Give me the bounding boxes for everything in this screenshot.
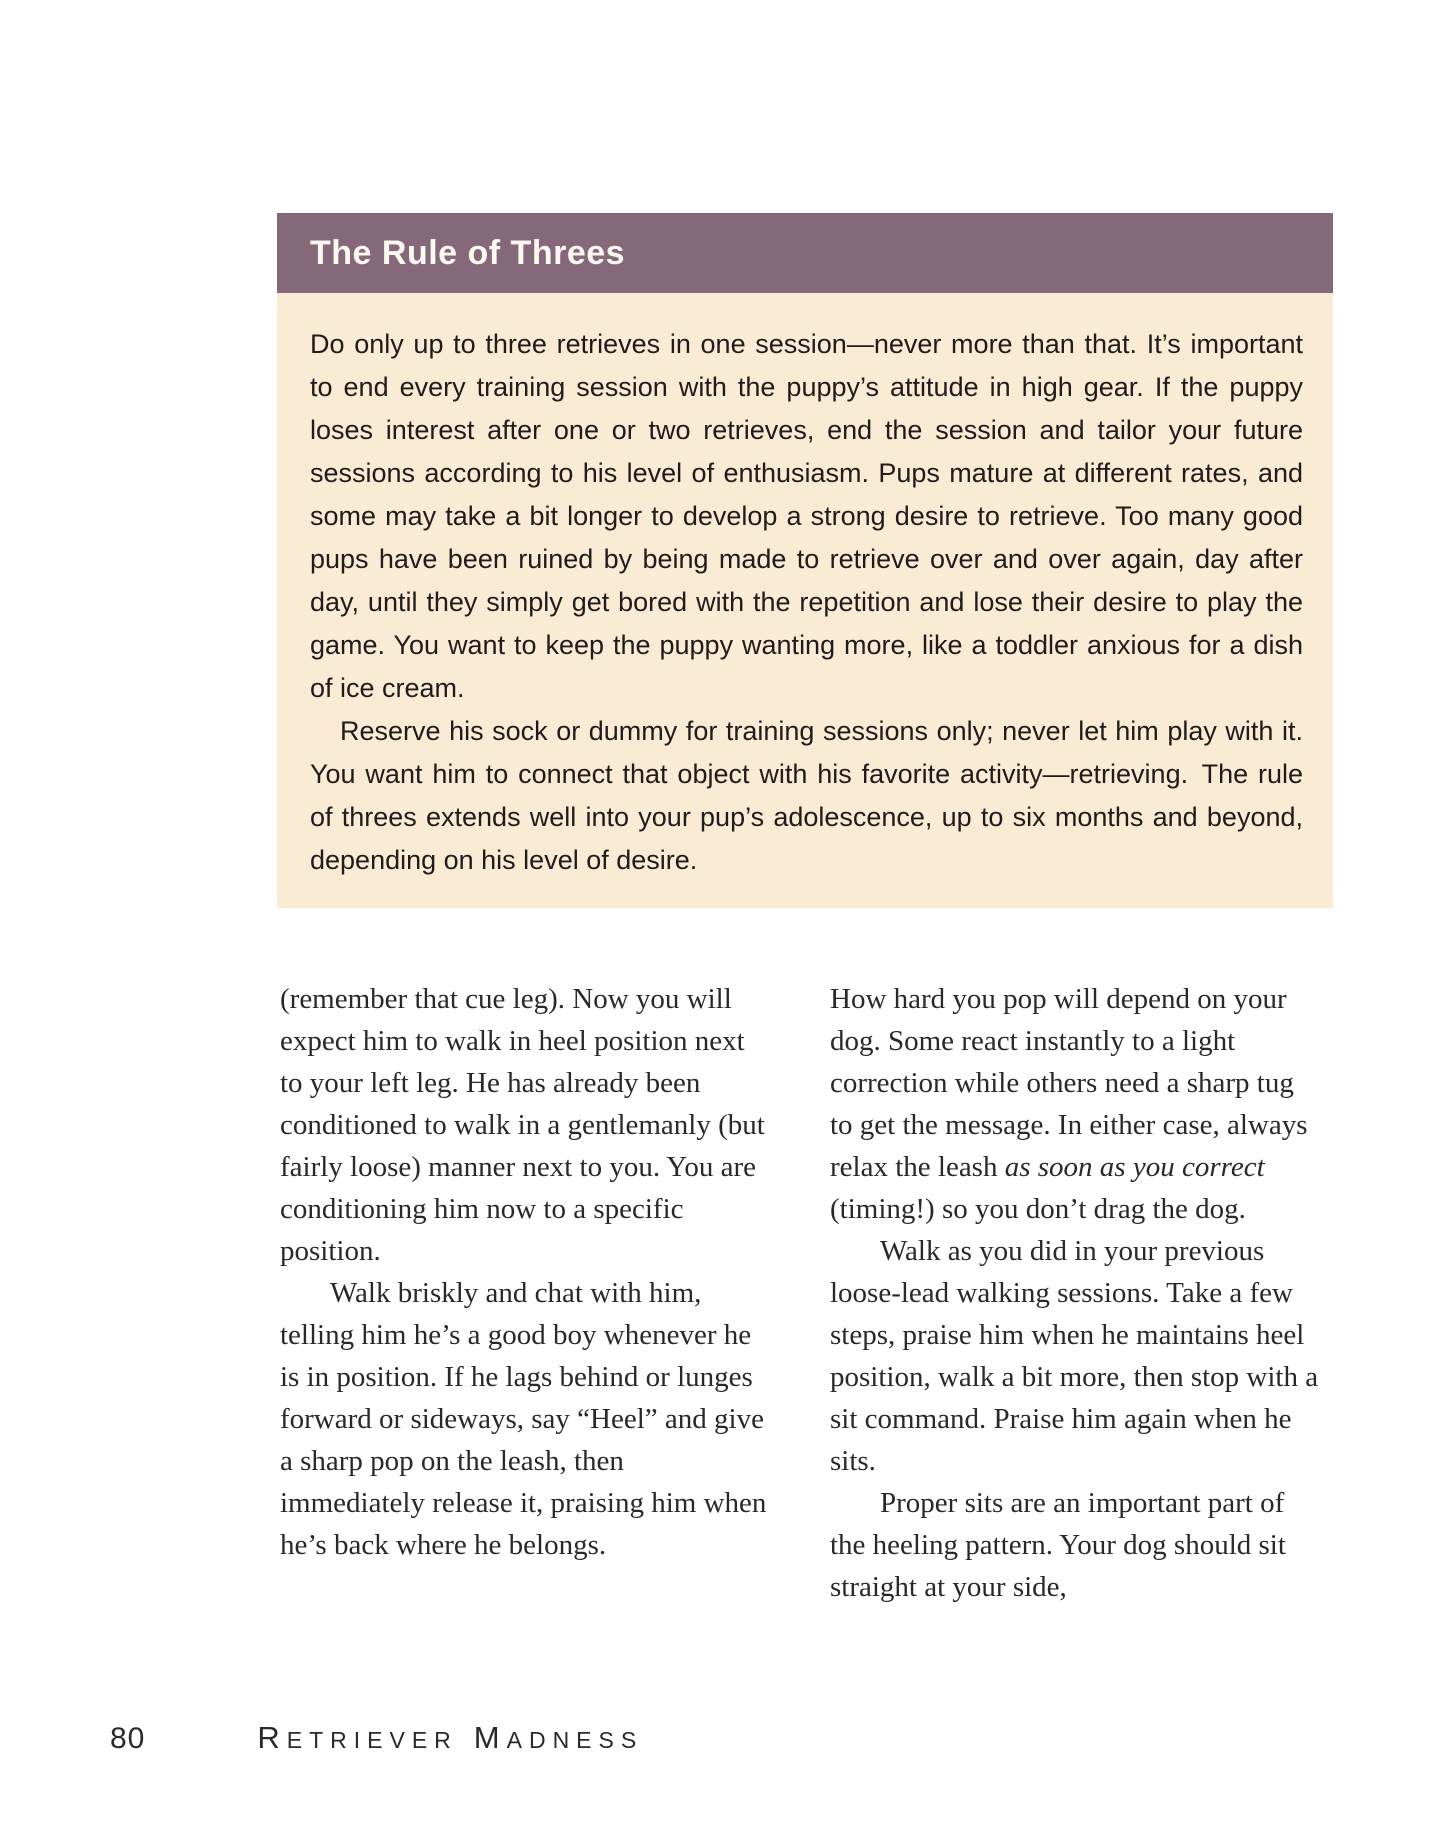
running-title-text: ADNESS (506, 1727, 644, 1753)
body-paragraph: Walk briskly and chat with him, telling him he’s a good boy whenever he is in position. If he lags behind or lunges forward or sideways, say “Heel” and give a sharp pop on the leash, then immediately release it, praising him when he’s back where he belongs. (280, 1277, 767, 1561)
running-title (257, 1720, 643, 1756)
callout-header-bar (277, 213, 1333, 293)
callout-paragraph: Reserve his sock or dummy for training sessions only; never let him play with it. You want him to connect that object with his favorite activity—retrieving. The rule of threes extends well into your pup’s adolescence, up to six months and beyond, depending on his level of desire. (310, 716, 1303, 875)
left-column (280, 978, 770, 1608)
body-paragraph (830, 978, 1320, 1230)
paragraph-text: (timing!) so you don’t drag the dog. (830, 1193, 1246, 1225)
rule-of-threes-callout (277, 213, 1333, 908)
italic-phrase: as soon as you correct (1004, 1151, 1265, 1183)
paragraph-text: How hard you pop will depend on your dog. Some react instantly to a light correction while others need a sharp tug to get the message. In either case, always relax the leash (830, 983, 1308, 1183)
callout-paragraph: Do only up to three retrieves in one session—never more than that. It’s important to end every training session with the puppy’s attitude in high gear. If the puppy loses interest after one or two retrieves, end the session and tailor your future sessions according to his level of enthusiasm. Pups mature at different rates, and some may take a bit longer to develop a strong desire to retrieve. Too many good pups have been ruined by being made to retrieve over and over again, day after day, until they simply get bored with the repetition and lose their desire to play the game. You want to keep the puppy wanting more, like a toddler anxious for a dish of ice cream. (310, 329, 1303, 703)
running-title-text: ETRIEVER (286, 1727, 458, 1753)
running-title-initial: R (257, 1720, 287, 1755)
page-footer (110, 1720, 643, 1756)
body-paragraph: (remember that cue leg). Now you will expect him to walk in heel position next to your left leg. He has already been conditioned to walk in a gentlemanly (but fairly loose) manner next to you. You are conditioning him now to a specific position. (280, 983, 765, 1267)
right-column (830, 978, 1320, 1608)
running-title-initial: M (473, 1720, 507, 1755)
two-column-body (280, 978, 1320, 1608)
page-number: 80 (110, 1722, 146, 1755)
body-paragraph: Walk as you did in your previous loose-lead walking sessions. Take a few steps, praise him when he maintains heel position, walk a bit more, then stop with a sit command. Praise him again when he sits. (830, 1235, 1319, 1477)
body-paragraph: Proper sits are an important part of the heeling pattern. Your dog should sit straight at your side, (830, 1487, 1286, 1603)
callout-body (277, 293, 1333, 908)
callout-title: The Rule of Threes (310, 233, 626, 272)
